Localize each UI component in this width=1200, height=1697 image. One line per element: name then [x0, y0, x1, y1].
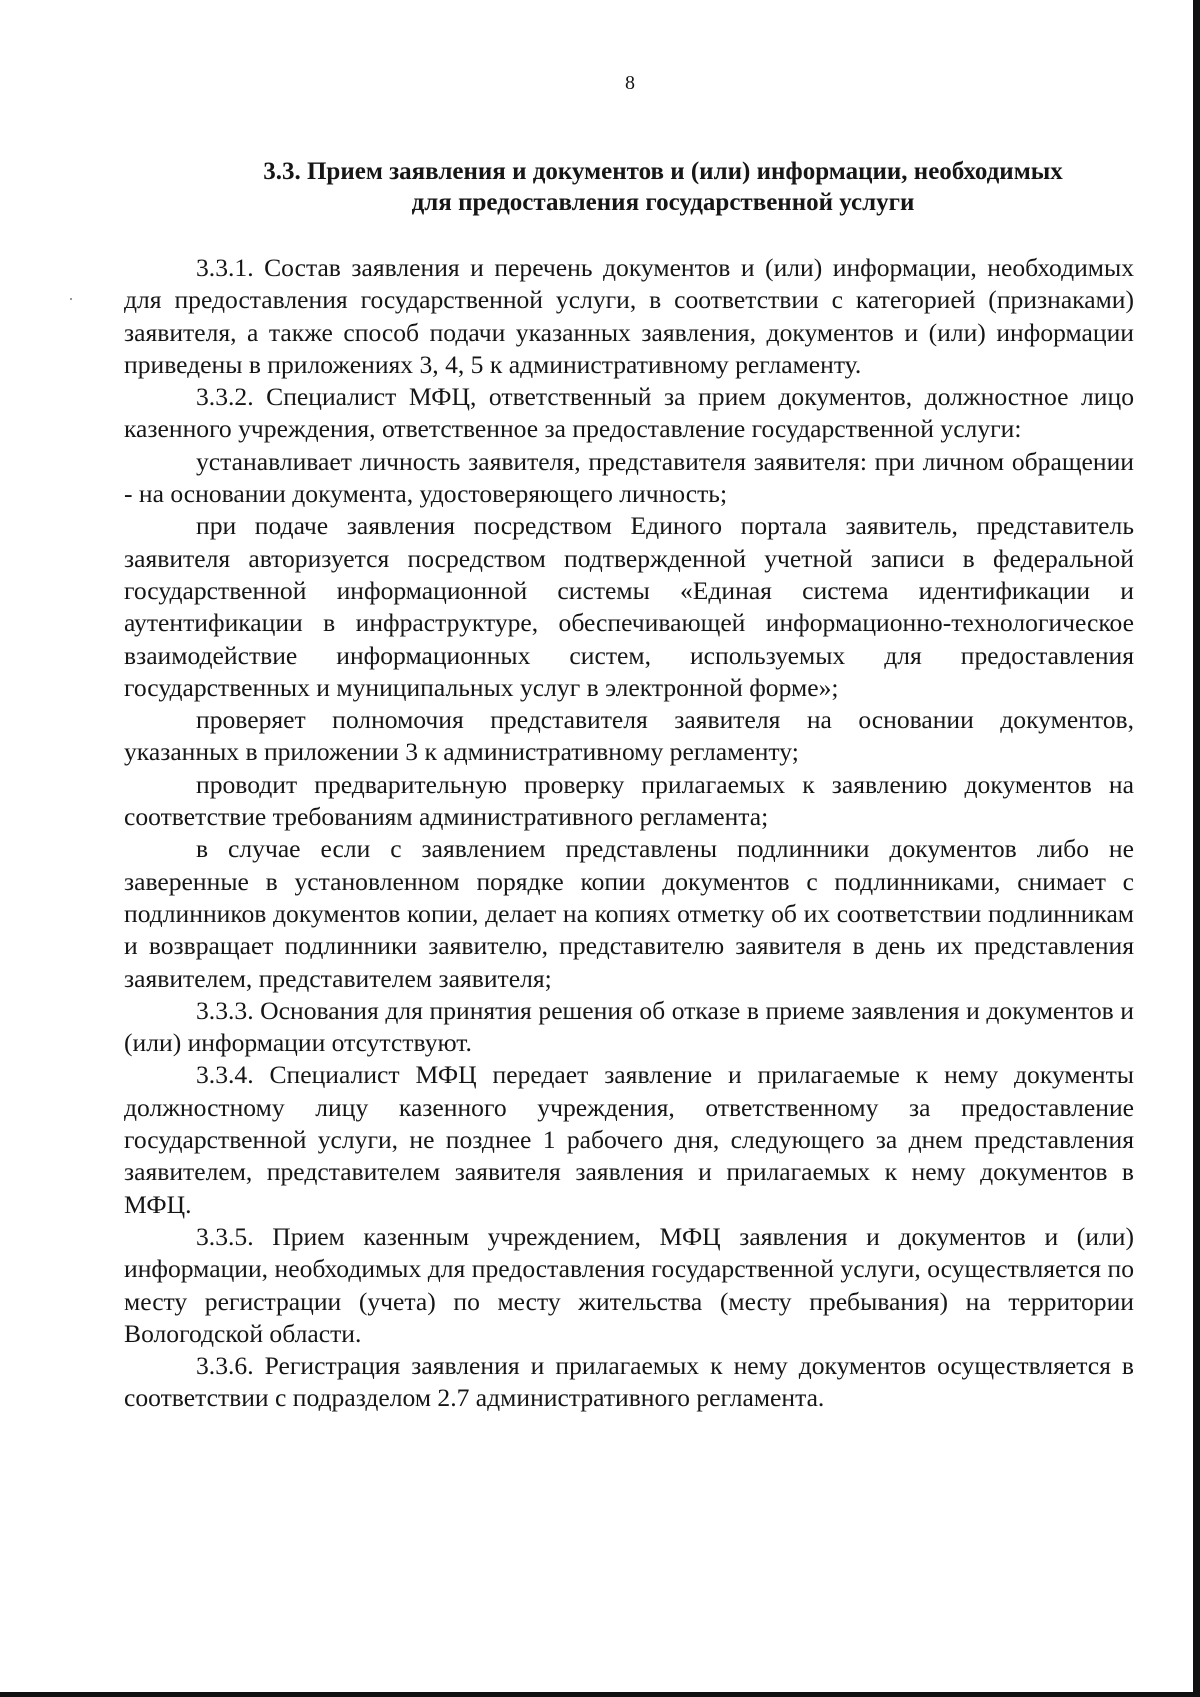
paragraph-portal-authorization: при подаче заявления посредством Единого портала заявитель, представитель заявителя авторизуется посредством подтвержденной учетной записи в федеральной государственной информационной системы «Единая система идентификации и аутентификации в инфраструктуре, обеспечивающей информационно-технологическое взаимодействие информационных систем, используемых для предоставления государственных и муниципальных услуг в электронной форме»; — [124, 511, 1134, 702]
paragraph-3-3-2: 3.3.2. Специалист МФЦ, ответственный за прием документов, должностное лицо казенного учреждения, ответственное за предоставление государственной услуги: — [124, 382, 1134, 444]
paragraph-copies: в случае если с заявлением представлены подлинники документов либо не заверенные в установленном порядке копии документов с подлинниками, снимает с подлинников документов копии, делает на копиях отметку об их соответствии подлинникам и возвращает подлинники заявителю, представителю заявителя в день их представления заявителем, представителем заявителя; — [124, 834, 1134, 993]
paragraph-authority-check: проверяет полномочия представителя заявителя на основании документов, указанных в приложении 3 к административному регламенту; — [124, 705, 1134, 767]
paragraph-3-3-1: 3.3.1. Состав заявления и перечень документов и (или) информации, необходимых для предоставления государственной услуги, в соответствии с категорией (признаками) заявителя, а также способ подачи указанных заявления, документов и (или) информации приведены в приложениях 3, 4, 5 к административному регламенту. — [124, 253, 1134, 379]
paragraph-identity-check: устанавливает личность заявителя, представителя заявителя: при личном обращении - на основании документа, удостоверяющего личность; — [124, 446, 1134, 509]
paragraph-3-3-6: 3.3.6. Регистрация заявления и прилагаемых к нему документов осуществляется в соответствии с подразделом 2.7 административного регламента. — [124, 1351, 1134, 1413]
section-heading — [180, 156, 1146, 218]
paragraph-3-3-3: 3.3.3. Основания для принятия решения об отказе в приеме заявления и документов и (или) информации отсутствуют. — [124, 995, 1134, 1058]
section-body — [124, 252, 1134, 1415]
paragraph-preliminary-check: проводит предварительную проверку прилагаемых к заявлению документов на соответствие требованиям административного регламента; — [124, 769, 1134, 832]
scan-edge-right — [1193, 0, 1200, 1697]
paragraph-3-3-4: 3.3.4. Специалист МФЦ передает заявление и прилагаемые к нему документы должностному лицу казенного учреждения, ответственному за предоставление государственной услуги, не позднее 1 рабочего дня, следующего за днем представления заявителем, представителем заявителя заявления и прилагаемых к нему документов в МФЦ. — [124, 1060, 1134, 1219]
section-heading-line-2: для предоставления государственной услуги — [411, 189, 915, 216]
scan-speck — [70, 298, 72, 300]
page-number: 8 — [625, 72, 635, 94]
paragraph-3-3-5: 3.3.5. Прием казенным учреждением, МФЦ заявления и документов и (или) информации, необходимых для предоставления государственной услуги, осуществляется по месту регистрации (учета) по месту жительства (месту пребывания) на территории Вологодской области. — [124, 1221, 1134, 1348]
section-heading-line-1: 3.3. Прием заявления и документов и (или) информации, необходимых — [263, 158, 1063, 185]
scan-edge-bottom — [0, 1692, 1200, 1697]
